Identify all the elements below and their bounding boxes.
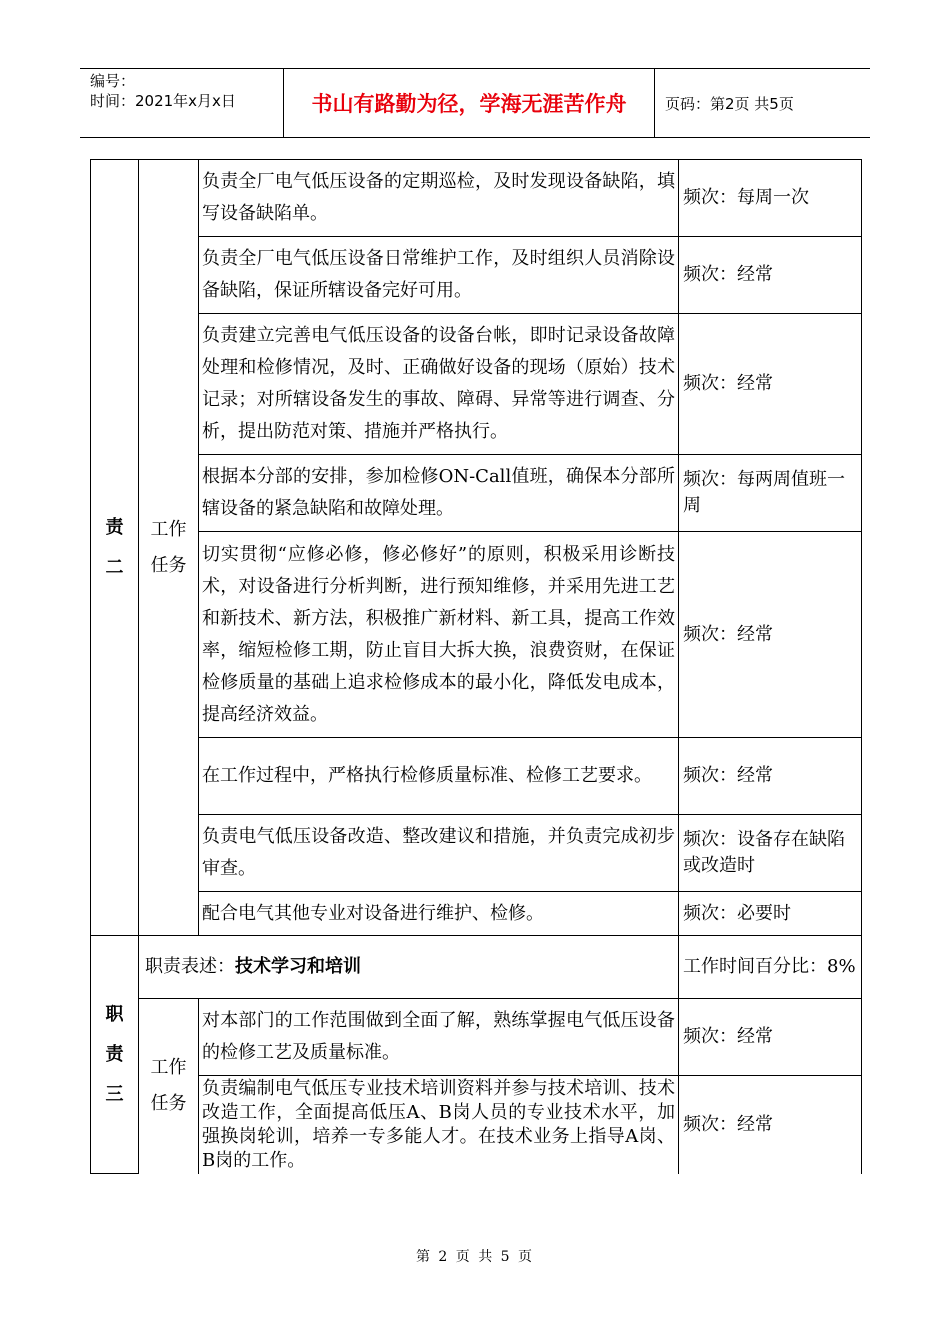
task-description: 根据本分部的安排，参加检修ON-Call值班，确保本分部所辖设备的紧急缺陷和故障处理。 bbox=[199, 455, 679, 532]
task-frequency: 频次：经常 bbox=[679, 999, 862, 1076]
task-description: 负责建立完善电气低压设备的设备台帐，即时记录设备故障处理和检修情况，及时、正确做好设备的现场（原始）技术记录；对所辖设备发生的事故、障碍、异常等进行调查、分析，提出防范对策、措施并严格执行。 bbox=[199, 314, 679, 455]
page-header bbox=[80, 68, 870, 138]
task-description: 配合电气其他专业对设备进行维护、检修。 bbox=[199, 892, 679, 936]
duty-table bbox=[90, 159, 862, 1174]
section2-label: 责二 bbox=[105, 516, 124, 578]
table-row bbox=[91, 999, 862, 1076]
table-row bbox=[91, 455, 862, 532]
task-description: 负责全厂电气低压设备日常维护工作，及时组织人员消除设备缺陷，保证所辖设备完好可用。 bbox=[199, 237, 679, 314]
task-frequency: 频次：经常 bbox=[679, 1076, 862, 1174]
task-frequency: 频次：经常 bbox=[679, 738, 862, 815]
overview-title: 技术学习和培训 bbox=[235, 956, 361, 977]
page-footer: 第 2 页 共 5 页 bbox=[415, 1249, 535, 1265]
header-meta bbox=[80, 69, 283, 137]
header-page-number: 页码：第2页 共5页 bbox=[665, 94, 794, 113]
work-time-percentage: 工作时间百分比：8% bbox=[679, 936, 862, 999]
table-row bbox=[91, 237, 862, 314]
task-frequency: 频次：每两周值班一周 bbox=[679, 455, 862, 532]
document-date-label: 时间：2021年x月x日 bbox=[90, 92, 236, 110]
header-motto: 书山有路勤为径，学海无涯苦作舟 bbox=[283, 69, 655, 137]
section2-task-label: 工作任务 bbox=[150, 518, 187, 576]
section2-label-cell bbox=[91, 160, 139, 936]
table-row bbox=[91, 815, 862, 892]
section3-task-label-cell bbox=[139, 999, 199, 1174]
section3-label: 职责三 bbox=[105, 1003, 124, 1105]
overview-prefix: 职责表述： bbox=[145, 956, 235, 977]
task-description: 负责编制电气低压专业技术培训资料并参与技术培训、技术改造工作，全面提高低压A、B岗人员的专业技术水平，加强换岗轮训，培养一专多能人才。在技术业务上指导A岗、B岗的工作。 bbox=[199, 1076, 679, 1174]
task-description: 在工作过程中，严格执行检修质量标准、检修工艺要求。 bbox=[199, 738, 679, 815]
table-row bbox=[91, 160, 862, 237]
task-frequency: 频次：必要时 bbox=[679, 892, 862, 936]
task-description: 负责全厂电气低压设备的定期巡检，及时发现设备缺陷，填写设备缺陷单。 bbox=[199, 160, 679, 237]
document-number-label: 编号： bbox=[90, 72, 136, 90]
section3-overview bbox=[139, 936, 679, 999]
task-description: 负责电气低压设备改造、整改建议和措施，并负责完成初步审查。 bbox=[199, 815, 679, 892]
table-row bbox=[91, 1076, 862, 1174]
task-frequency: 频次：经常 bbox=[679, 532, 862, 738]
table-row bbox=[91, 892, 862, 936]
section2-task-label-cell bbox=[139, 160, 199, 936]
table-row bbox=[91, 532, 862, 738]
task-description: 切实贯彻“应修必修，修必修好”的原则，积极采用诊断技术，对设备进行分析判断，进行预知维修，并采用先进工艺和新技术、新方法，积极推广新材料、新工具，提高工作效率，缩短检修工期，防止盲目大拆大换，浪费资财，在保证检修质量的基础上追求检修成本的最小化，降低发电成本，提高经济效益。 bbox=[199, 532, 679, 738]
task-description: 对本部门的工作范围做到全面了解，熟练掌握电气低压设备的检修工艺及质量标准。 bbox=[199, 999, 679, 1076]
section3-task-label: 工作任务 bbox=[150, 1057, 187, 1115]
table-row bbox=[91, 936, 862, 999]
table-row bbox=[91, 738, 862, 815]
task-frequency: 频次：设备存在缺陷或改造时 bbox=[679, 815, 862, 892]
table-row bbox=[91, 314, 862, 455]
section3-label-cell bbox=[91, 936, 139, 1174]
task-frequency: 频次：每周一次 bbox=[679, 160, 862, 237]
task-frequency: 频次：经常 bbox=[679, 237, 862, 314]
task-frequency: 频次：经常 bbox=[679, 314, 862, 455]
